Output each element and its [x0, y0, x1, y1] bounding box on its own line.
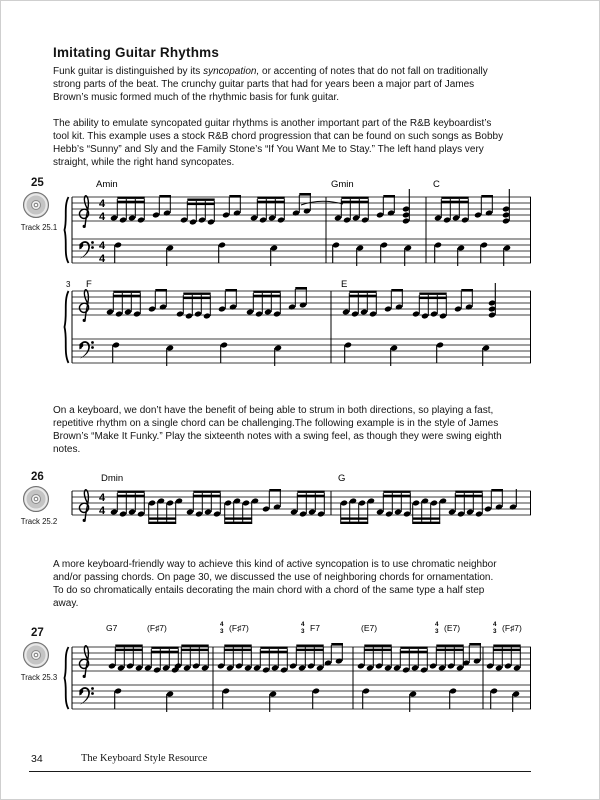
paragraph-1-italic: syncopation, — [203, 66, 260, 77]
chord-symbol: G — [338, 473, 346, 484]
treble-clef-icon — [79, 490, 88, 522]
cd-icon — [22, 485, 50, 513]
staff-lines — [72, 491, 531, 515]
time-signature — [99, 198, 106, 265]
chord-fraction-top: 4 — [301, 621, 305, 628]
chord-symbol: C — [433, 179, 440, 190]
staff-lines — [72, 647, 531, 709]
chord-symbol: F7 — [310, 623, 320, 633]
chord-symbol: Gmin — [331, 179, 354, 190]
chord-symbol: Amin — [96, 179, 118, 190]
chord-fraction-bottom: 3 — [301, 628, 305, 635]
page-number: 34 — [31, 753, 43, 765]
chord-symbol: (F♯7) — [229, 623, 249, 633]
bass-clef-icon — [79, 687, 94, 704]
treble-clef-icon — [79, 290, 88, 322]
chord-symbol: G7 — [106, 623, 118, 633]
chord-symbol: (F♯7) — [502, 623, 522, 633]
paragraph-2: The ability to emulate syncopated guitar rhythms is another important part of the R&B keyboardist’s tool kit. This example uses a stock R&B chord progression that can be found on such songs as Bobby Hebb’s “Sunny” and Sly and the Family Stone’s “If You Want Me to Stay.” The left hand plays very straight, while the right hand syncopates. — [53, 118, 504, 168]
chord-symbol: (F♯7) — [147, 623, 167, 633]
treble-clef-icon — [79, 646, 88, 678]
example-number-27: 27 — [31, 627, 44, 639]
book-title: The Keyboard Style Resource — [81, 753, 208, 764]
paragraph-1-text-cont: or accenting of notes that do not fall on traditionally strong parts of the beat. The crunchy guitar parts that had for years been a major part of James Brown’s music formed much of the rhythmic basis for funk guitar. — [53, 66, 488, 103]
chord-symbol: E — [341, 279, 348, 290]
paragraph-1-text: Funk guitar is distinguished by its — [53, 66, 204, 77]
example-number-25: 25 — [31, 177, 44, 189]
paragraph-4: A more keyboard-friendly way to achieve this kind of active syncopation is to use chromatic neighbor and/or passing chords. On page 30, we discussed the use of neighboring chords for ornamentation. To do so chromatically entails decorating the main chord with a chord of the same type a half step away. — [53, 559, 497, 609]
chord-fraction-top: 4 — [220, 621, 224, 628]
notation-system-4 — [58, 617, 536, 729]
paragraph-3: On a keyboard, we don’t have the benefit of being able to strum in both directions, so playing a fast, repetitive rhythm on a single chord can be challenging.The following example is in the style of James Brown’s “Make It Funky.” Play the sixteenth notes with a swing feel, as though they were swing eighth notes. — [53, 405, 502, 455]
chord-row — [106, 621, 522, 635]
time-signature — [99, 492, 106, 517]
bass-clef-icon — [79, 341, 94, 358]
measure-number: 3 — [66, 280, 71, 289]
cd-icon — [22, 641, 50, 669]
notation-system-3 — [58, 471, 536, 555]
barlines — [72, 197, 531, 263]
staff-notes — [110, 489, 517, 524]
track-label-25-3: Track 25.3 — [20, 673, 58, 682]
chord-fraction-bottom: 3 — [220, 628, 224, 635]
chord-fraction-bottom: 3 — [435, 628, 439, 635]
grand-staff-brace — [65, 647, 69, 709]
svg-text:4: 4 — [98, 253, 106, 265]
footer-rule — [29, 771, 531, 772]
grand-staff-brace — [65, 291, 69, 363]
staff-lines — [72, 291, 531, 363]
barlines — [72, 647, 531, 709]
treble-clef-icon — [79, 196, 88, 228]
cd-icon — [22, 191, 50, 219]
treble-notes — [108, 643, 521, 673]
chord-symbol: (E7) — [444, 623, 461, 633]
chord-fraction-top: 4 — [493, 621, 497, 628]
treble-notes — [106, 283, 496, 319]
svg-text:4: 4 — [98, 211, 106, 223]
notation-system-2 — [58, 277, 536, 377]
treble-notes — [110, 189, 510, 225]
svg-text:4: 4 — [98, 240, 106, 252]
track-label-25-2: Track 25.2 — [20, 517, 58, 526]
chord-fraction-top: 4 — [435, 621, 439, 628]
staff-lines — [72, 197, 531, 263]
chord-symbol: (E7) — [361, 623, 378, 633]
grand-staff-brace — [65, 197, 69, 263]
svg-text:4: 4 — [98, 492, 106, 504]
track-label-25-1: Track 25.1 — [20, 223, 58, 232]
chord-symbol: Dmin — [101, 473, 124, 484]
notation-system-1 — [58, 175, 536, 277]
bass-clef-icon — [79, 241, 94, 258]
chord-fraction-bottom: 3 — [493, 628, 497, 635]
example-number-26: 26 — [31, 471, 44, 483]
paragraph-1 — [53, 66, 505, 105]
svg-text:4: 4 — [98, 505, 106, 517]
svg-text:4: 4 — [98, 198, 106, 210]
section-heading: Imitating Guitar Rhythms — [53, 45, 220, 60]
chord-symbol: F — [86, 279, 92, 290]
